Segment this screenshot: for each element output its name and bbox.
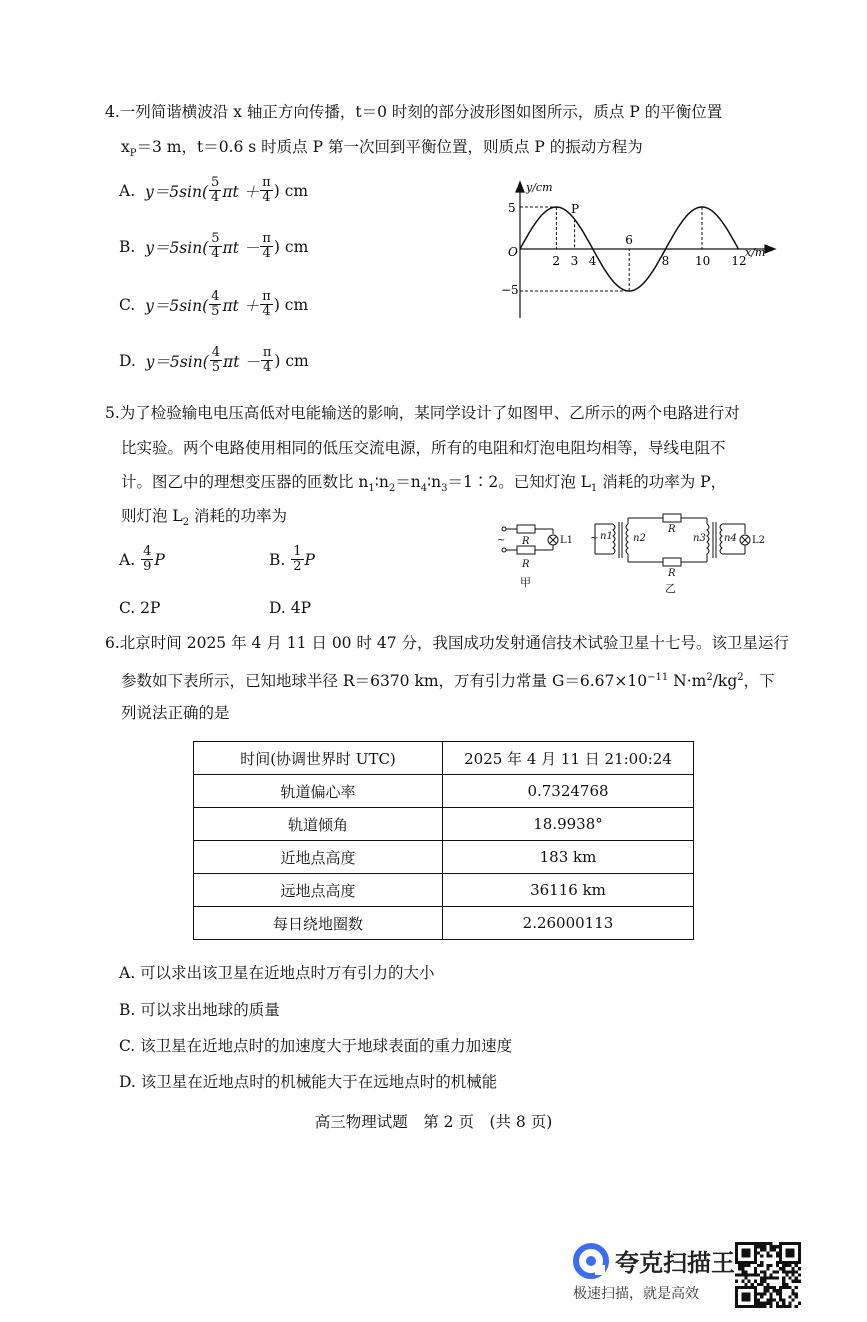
x-arrow <box>765 245 775 253</box>
table-cell-value: 36116 km <box>443 874 694 907</box>
y-neg-label: −5 <box>501 283 519 297</box>
x-tick-label: 8 <box>661 254 670 268</box>
q5-option-a: A. $\frac{4}{9}$ P <box>119 544 165 574</box>
q6-option-d: D. 该卫星在近地点时的机械能大于在远地点时的机械能 <box>119 1073 498 1091</box>
q6-line2 <box>121 668 775 691</box>
q5-option-a-fraction: $\frac{4}{9}$ <box>143 544 152 574</box>
x-axis-label: x/m <box>745 246 766 259</box>
x-tick-label: 10 <box>695 254 711 268</box>
x-tick-label: 2 <box>552 254 561 268</box>
jia-r2-label: R <box>522 559 530 570</box>
table-cell-parameter: 远地点高度 <box>194 874 443 907</box>
yi-n3-label: n3 <box>693 533 706 544</box>
yi-source: ~ <box>590 533 599 544</box>
q4-option-b: B. y＝5sin( $\frac{5}{4}$ πt － $\frac{\pi}{4}$ ) cm <box>119 231 309 261</box>
scanner-brand-name: 夸克扫描王 <box>615 1249 735 1277</box>
table-cell-value: 18.9938° <box>443 808 694 841</box>
table-cell-value: 0.7324768 <box>443 775 694 808</box>
table-cell-parameter: 轨道倾角 <box>194 808 443 841</box>
table-cell-parameter: 近地点高度 <box>194 841 443 874</box>
q4-number: 4. <box>105 103 120 121</box>
page-footer: 高三物理试题 第 2 页 (共 8 页) <box>314 1113 553 1131</box>
table-cell-value: 183 km <box>443 841 694 874</box>
q5-line1 <box>105 403 740 423</box>
x-tick-label: 3 <box>570 254 579 268</box>
x-tick-label: 12 <box>731 254 747 268</box>
y-axis-label: y/cm <box>526 181 553 194</box>
q4-option-a: A. y＝5sin( $\frac{5}{4}$ πt ＋ $\frac{\pi}{4}$ ) cm <box>119 175 309 205</box>
q5-option-b-fraction: $\frac{1}{2}$ <box>293 544 302 574</box>
table-cell-value: 2025 年 4 月 11 日 21:00:24 <box>443 742 694 775</box>
table-cell-value: 2.26000113 <box>443 907 694 940</box>
yi-label: 乙 <box>665 582 676 595</box>
circuit-jia <box>502 525 558 554</box>
q4-line2 <box>121 137 643 164</box>
yi-r-bottom: R <box>668 568 676 579</box>
yi-n2-label: n2 <box>633 533 646 544</box>
scanner-logo-icon <box>573 1243 609 1279</box>
table-row <box>194 742 694 775</box>
jia-r-label: R <box>522 536 530 547</box>
yi-l2-label: L2 <box>752 535 766 546</box>
table-row <box>194 907 694 940</box>
q6-stem-3: 列说法正确的是 <box>121 704 230 722</box>
q6-stem-2: 参数如下表所示，已知地球半径 R＝6370 km，万有引力常量 $G=6.67\times 10^{-11}$ $N\cdot m^2/kg^2$，下 <box>121 672 775 691</box>
scanner-slogan: 极速扫描，就是高效 <box>573 1286 699 1302</box>
q6-option-b: B. 可以求出地球的质量 <box>119 1001 280 1019</box>
q5-stem-4: 则灯泡 $L_2$ 消耗的功率为 <box>121 507 288 529</box>
q6-number: 6. <box>105 634 120 652</box>
q6-option-a: A. 可以求出该卫星在近地点时万有引力的大小 <box>119 964 435 982</box>
q4-stem-2: $x_P=3$ m，t＝0.6 s 时质点 P 第一次回到平衡位置，则质点 P 的振动方程为 <box>121 138 643 160</box>
jia-l1-label: L1 <box>560 535 574 546</box>
y-arrow <box>516 182 524 192</box>
x-tick-label: 6 <box>625 233 633 247</box>
q5-number: 5. <box>105 404 120 422</box>
q4-option-d: D. y＝5sin( $\frac{4}{5}$ πt － $\frac{\pi}{4}$ ) cm <box>119 345 309 375</box>
qr-code-icon <box>735 1242 801 1308</box>
q4-stem-1: 一列简谐横波沿 x 轴正方向传播，t＝0 时刻的部分波形图如图所示，质点 P 的平衡位置 <box>119 103 723 121</box>
yi-n4-label: n4 <box>724 533 737 544</box>
q5-line2 <box>121 438 726 458</box>
q4-line1 <box>105 102 722 122</box>
point-p-label: P <box>571 202 580 216</box>
wave-graph <box>495 178 780 323</box>
q5-stem-3: 计。图乙中的理想变压器的匝数比 $n_1∶n_2=n_4∶n_3=1∶2$。已知灯泡 $L_1$ 消耗的功率为 P， <box>121 473 727 495</box>
q6-line3 <box>121 703 230 723</box>
q4-option-c: C. y＝5sin( $\frac{4}{5}$ πt ＋ $\frac{\pi}{4}$ ) cm <box>119 289 309 319</box>
q5-option-c: C. 2P <box>119 599 161 617</box>
q5-option-b: B. $\frac{1}{2}$ P <box>269 544 315 574</box>
table-cell-parameter: 时间(协调世界时 UTC) <box>194 742 443 775</box>
table-row <box>194 808 694 841</box>
q5-option-d: D. 4P <box>269 599 312 617</box>
table-row <box>194 841 694 874</box>
q6-option-c: C. 该卫星在近地点时的加速度大于地球表面的重力加速度 <box>119 1037 513 1055</box>
table-row <box>194 775 694 808</box>
table-row <box>194 874 694 907</box>
q6-stem-1: 北京时间 2025 年 4 月 11 日 00 时 47 分，我国成功发射通信技术试验卫星十七号。该卫星运行 <box>119 634 790 652</box>
q5-line3 <box>121 472 726 499</box>
jia-source: ~ <box>497 535 506 546</box>
table-cell-parameter: 轨道偏心率 <box>194 775 443 808</box>
q6-line1 <box>105 633 789 653</box>
origin-label: O <box>508 245 518 259</box>
q5-stem-1: 为了检验输电电压高低对电能输送的影响，某同学设计了如图甲、乙所示的两个电路进行对 <box>119 404 740 422</box>
circuit-diagrams <box>495 510 770 595</box>
jia-label: 甲 <box>520 576 531 589</box>
q5-stem-2: 比实验。两个电路使用相同的低压交流电源，所有的电阻和灯泡电阻均相等，导线电阻不 <box>121 439 726 457</box>
yi-n1-label: n1 <box>600 531 613 542</box>
yi-r-top: R <box>668 524 676 535</box>
q5-line4 <box>121 506 287 533</box>
satellite-parameter-table <box>193 741 694 940</box>
y-pos-label: 5 <box>508 201 516 215</box>
x-tick-label: 4 <box>588 254 597 268</box>
table-cell-parameter: 每日绕地圈数 <box>194 907 443 940</box>
